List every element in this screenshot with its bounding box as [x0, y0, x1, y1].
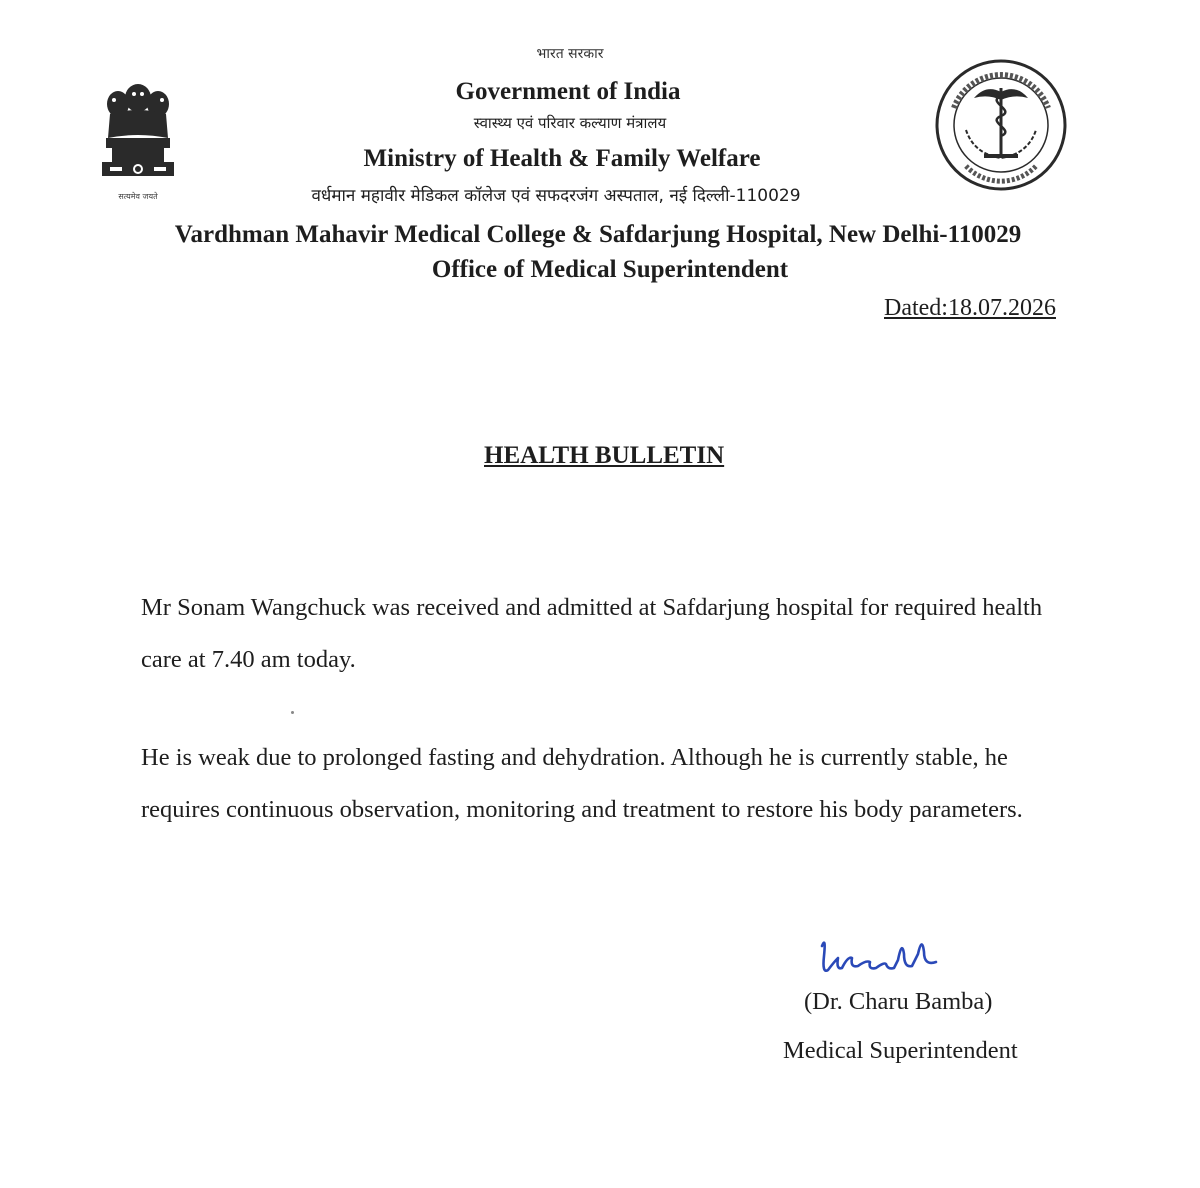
date-line: Dated:18.07.2026: [884, 295, 1056, 321]
hindi-government-line: भारत सरकार: [536, 46, 604, 62]
signature-graphic: [814, 926, 946, 986]
document-title: HEALTH BULLETIN: [484, 442, 725, 469]
signature-icon: [814, 926, 946, 986]
ministry-hindi-line: स्वास्थ्य एवं परिवार कल्याण मंत्रालय: [473, 114, 667, 132]
ministry-title: Ministry of Health & Family Welfare: [363, 145, 761, 172]
college-hindi-line: वर्धमान महावीर मेडिकल कॉलेज एवं सफदरजंग अस्पताल, नई दिल्ली-110029: [311, 186, 801, 206]
office-title: Office of Medical Superintendent: [431, 256, 789, 283]
scan-speck: [291, 711, 294, 714]
government-title: Government of India: [455, 78, 681, 105]
signatory-name: (Dr. Charu Bamba): [804, 988, 993, 1015]
body-paragraph-2: He is weak due to prolonged fasting and dehydration. Although he is currently stable, he requires continuous observation, monitoring and treatment to restore his body parameters.: [141, 744, 1023, 823]
body-paragraph-1: Mr Sonam Wangchuck was received and admitted at Safdarjung hospital for required health care at 7.40 am today.: [141, 594, 1043, 673]
emblem-motto: सत्यमेव जयते: [118, 192, 158, 201]
college-title: Vardhman Mahavir Medical College & Safdarjung Hospital, New Delhi-110029: [174, 221, 1022, 248]
signatory-designation: Medical Superintendent: [783, 1037, 1018, 1064]
